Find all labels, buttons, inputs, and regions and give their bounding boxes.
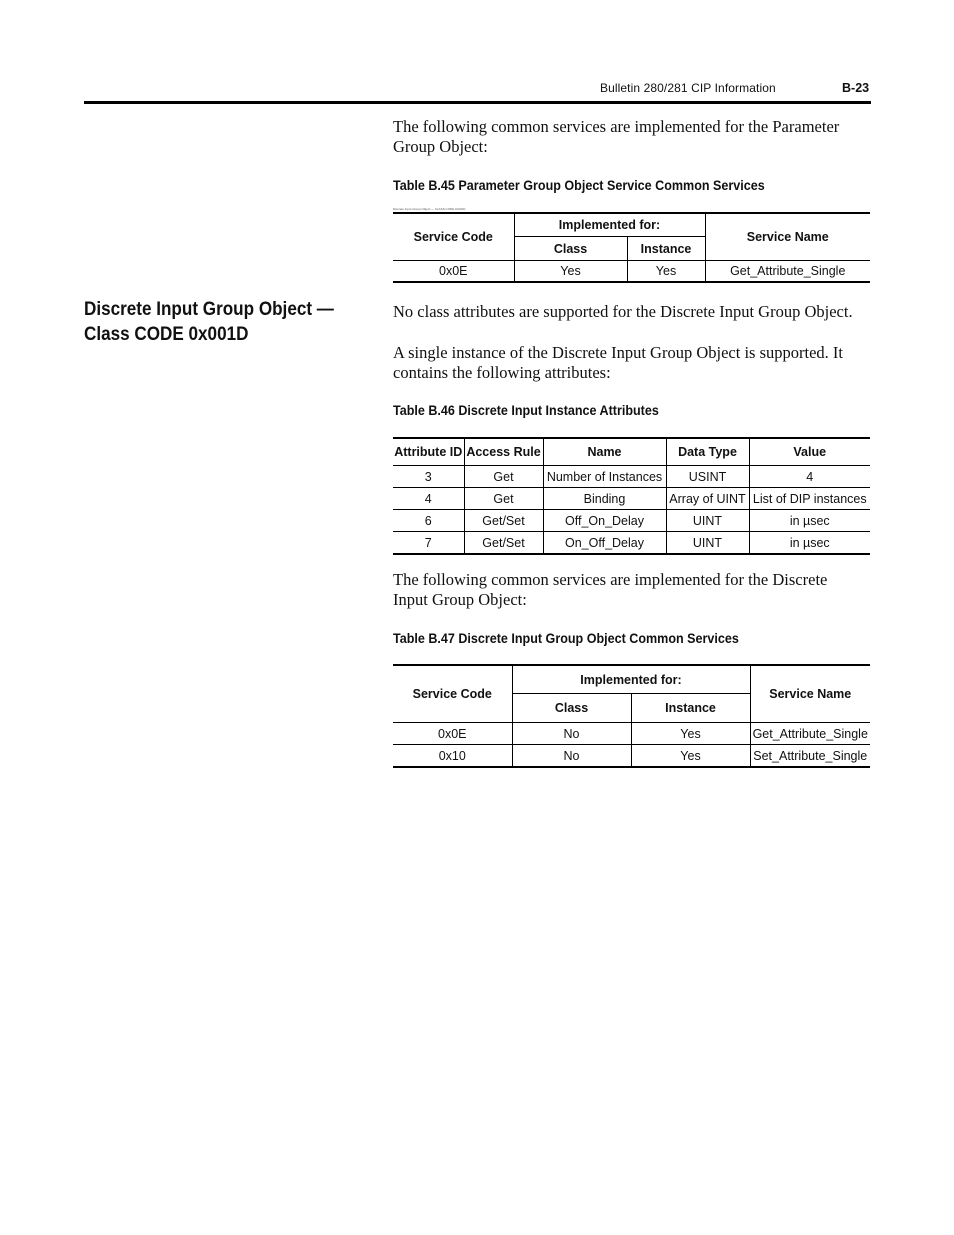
table-row [393, 261, 870, 283]
paragraph-no-class-attributes: No class attributes are supported for the Discrete Input Group Object. [393, 302, 853, 321]
cell-service-name: Set_Attribute_Single [753, 748, 868, 763]
header-data-type: Data Type [666, 438, 749, 466]
cell-attribute-id: 4 [393, 488, 464, 510]
page-number: B-23 [842, 81, 870, 95]
cell-service-code: 0x0E [393, 723, 512, 745]
table-b45 [393, 212, 870, 283]
header-attribute-id: Attribute ID [393, 438, 464, 466]
cell-access-rule: Get [464, 488, 543, 510]
table-b46-caption: Table B.46 Discrete Input Instance Attributes [393, 403, 659, 418]
cell-service-code: 0x0E [393, 261, 514, 283]
header-class: Class [512, 694, 631, 723]
cell-access-rule: Get [464, 466, 543, 488]
header-implemented-for: Implemented for: [512, 665, 750, 694]
cell-value: List of DIP instances [752, 491, 867, 506]
header-rule [84, 101, 871, 104]
section-title [84, 297, 334, 347]
cell-name: Binding [543, 488, 666, 510]
header-instance: Instance [627, 237, 705, 261]
cell-value: in µsec [789, 513, 830, 528]
table-b45-caption: Table B.45 Parameter Group Object Service Common Services [393, 178, 765, 193]
cell-name: On_Off_Delay [543, 532, 666, 555]
cell-data-type: UINT [666, 532, 749, 555]
cell-attribute-id: 7 [393, 532, 464, 555]
cell-value: in µsec [789, 535, 830, 550]
cell-name: Number of Instances [543, 466, 666, 488]
header-service-code: Service Code [393, 213, 514, 261]
section-title-line1: Discrete Input Group Object — [84, 299, 334, 320]
cell-access-rule: Get/Set [464, 510, 543, 532]
paragraph-single-instance: A single instance of the Discrete Input Group Object is supported. It contains the following attributes: [393, 343, 843, 382]
section-title-line2: Class CODE 0x001D [84, 324, 249, 345]
header-access-rule: Access Rule [464, 438, 543, 466]
cell-service-code: 0x10 [393, 745, 512, 768]
cell-data-type: USINT [666, 466, 749, 488]
cell-instance: Yes [627, 261, 705, 283]
cell-instance: Yes [631, 723, 750, 745]
header-value: Value [749, 438, 870, 466]
cell-access-rule: Get/Set [464, 532, 543, 555]
cell-name: Off_On_Delay [543, 510, 666, 532]
intro-paragraph-discrete-input: The following common services are implemented for the Discrete Input Group Object: [393, 570, 828, 609]
header-service-name: Service Name [750, 665, 870, 723]
cell-data-type: UINT [666, 510, 749, 532]
table-row [393, 488, 870, 510]
table-row [393, 532, 870, 555]
header-name: Name [543, 438, 666, 466]
cell-data-type: Array of UINT [666, 488, 749, 510]
table-row [393, 510, 870, 532]
header-implemented-for: Implemented for: [514, 213, 705, 237]
table-b47 [393, 664, 870, 768]
header-class: Class [514, 237, 627, 261]
cell-service-name: Get_Attribute_Single [730, 264, 846, 278]
table-row [393, 723, 870, 745]
cell-value: 4 [806, 469, 814, 484]
cell-class: Yes [514, 261, 627, 283]
table-row [393, 466, 870, 488]
cell-attribute-id: 6 [393, 510, 464, 532]
header-instance: Instance [631, 694, 750, 723]
table-row [393, 745, 870, 768]
table-b47-caption: Table B.47 Discrete Input Group Object Common Services [393, 631, 739, 646]
cell-class: No [512, 745, 631, 768]
running-header: Bulletin 280/281 CIP Information [600, 81, 776, 95]
cell-attribute-id: 3 [393, 466, 464, 488]
table-b45-tiny-note: Discrete Input Group Object — CLASS CODE 0x001D [393, 207, 466, 211]
cell-instance: Yes [631, 745, 750, 768]
header-service-name: Service Name [705, 213, 870, 261]
header-service-code: Service Code [393, 665, 512, 723]
intro-paragraph-parameter-group: The following common services are implemented for the Parameter Group Object: [393, 117, 840, 156]
table-b46 [393, 437, 870, 555]
cell-service-name: Get_Attribute_Single [752, 726, 868, 741]
cell-class: No [512, 723, 631, 745]
